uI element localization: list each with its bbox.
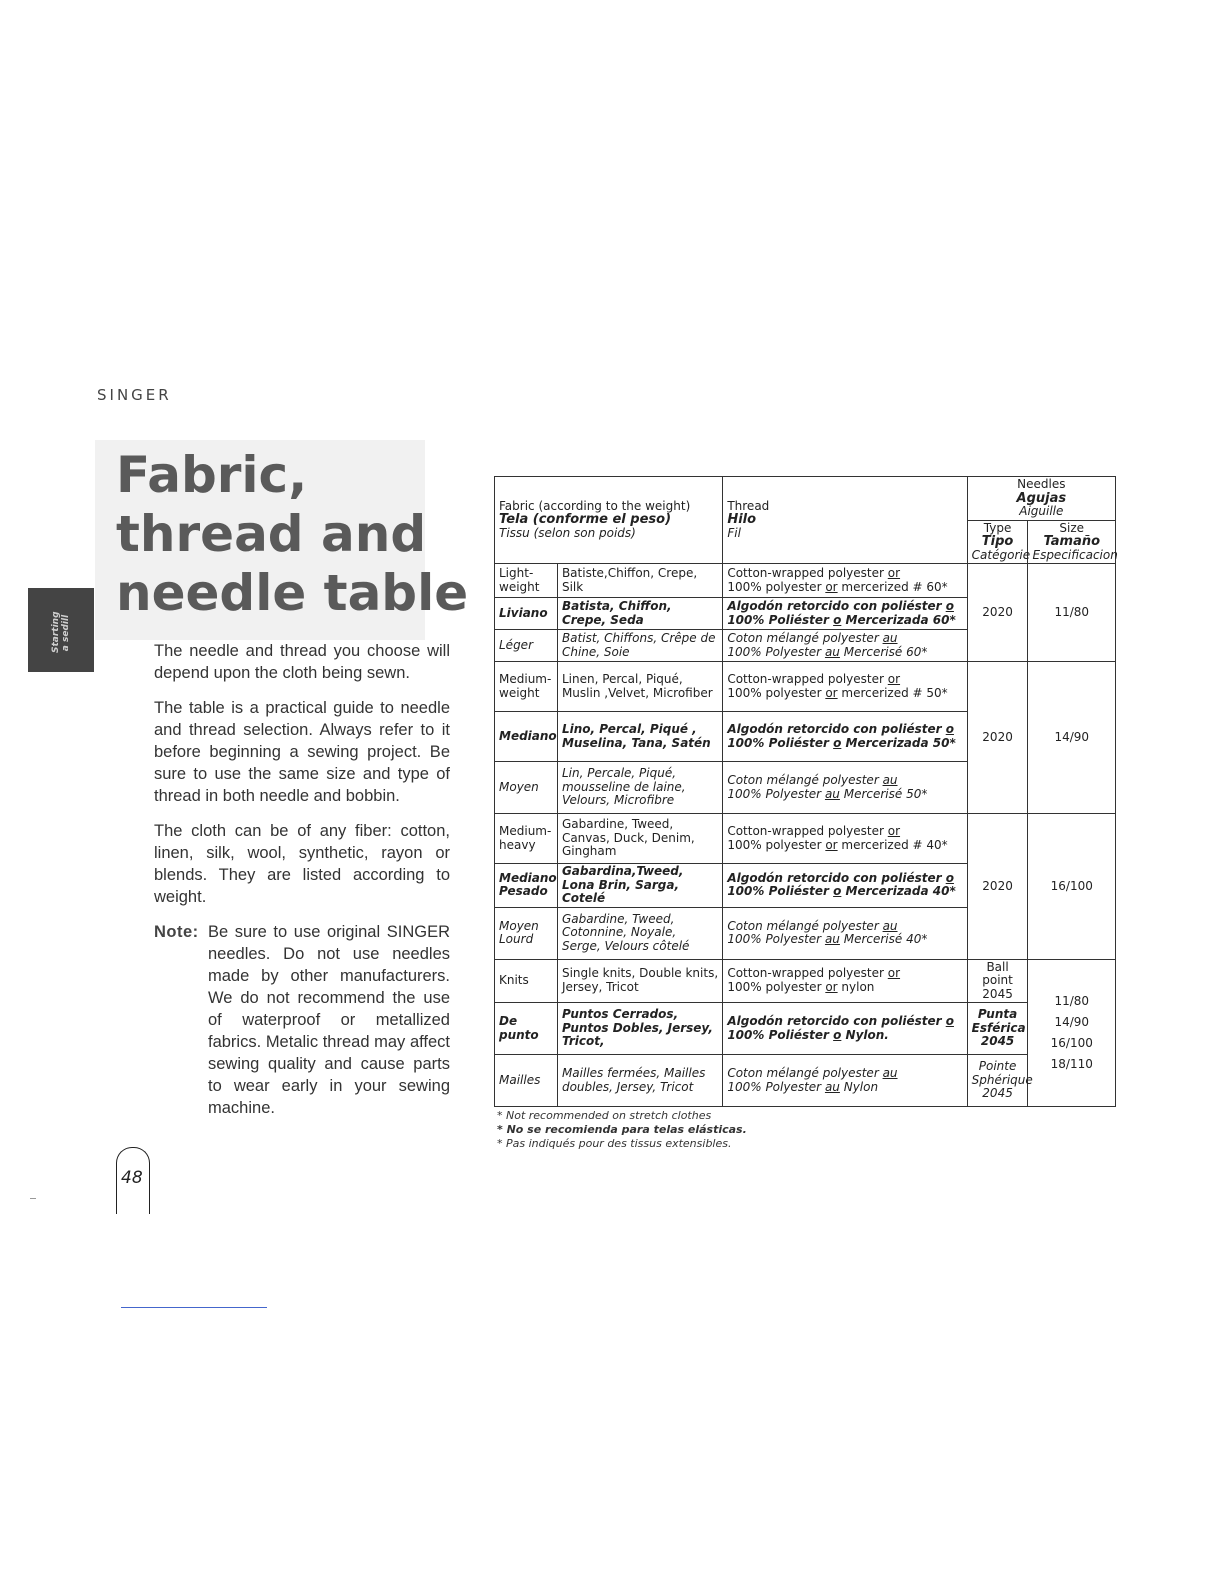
table-row: Knits Single knits, Double knits, Jersey, Tricot Cotton-wrapped polyester or 100% polyester or nylon Ball point 2045 11/80 14/90 16/100 18/110 [495,959,1116,1003]
needle-type: Ball point 2045 [967,959,1028,1003]
table-row: Mailles Mailles fermées, Mailles doubles, Jersey, Tricot Coton mélangé polyester au 100% Polyester au Nylon Pointe Sphérique 2045 [495,1055,1116,1107]
table-row: Moyen Lourd Gabardine, Tweed, Cotonnine, Noyale, Serge, Velours côtelé Coton mélangé polyester au 100% Polyester au Mercerisé 40* [495,907,1116,959]
thread-header: Thread Hilo Fil [723,477,967,564]
footnote: * Not recommended on stretch clothes [497,1109,712,1122]
note [154,921,450,1119]
needle-size: 16/100 [1028,814,1116,960]
paragraph: The cloth can be of any fiber: cotton, linen, silk, wool, synthetic, rayon or blends. They are listed according to weight. [154,822,450,906]
brand-logo: SINGER [97,386,172,404]
table-row: De punto Puntos Cerrados, Puntos Dobles, Jersey, Tricot, Algodón retorcido con poliéster o 100% Poliéster o Nylon. Punta Esférica 2045 [495,1003,1116,1055]
table-row: Medium-heavy Gabardine, Tweed, Canvas, Duck, Denim, Gingham Cotton-wrapped polyester or 100% polyester or mercerized # 40* 2020 16/100 [495,814,1116,864]
needle-size-list: 11/80 14/90 16/100 18/110 [1028,959,1116,1107]
page-number-tab [116,1147,150,1214]
size-header: Size Tamaño Especificacion [1028,520,1116,564]
title-line-3: needle table [116,564,469,622]
needle-size: 11/80 [1028,564,1116,662]
needle-type: Punta Esférica 2045 [967,1003,1028,1055]
footnote: * Pas indiqués pour des tissus extensibles. [497,1137,732,1150]
fabric-thread-needle-table [494,476,1116,1107]
page-title [116,446,468,623]
paragraph: The table is a practical guide to needle and thread selection. Always refer to it before beginning a sewing project. Be sure to use the same size and type of thread in both needle and bobbin. [154,699,450,805]
needle-type: 2020 [967,814,1028,960]
fabric-header: Fabric (according to the weight) Tela (conforme el peso) Tissu (selon son poids) [495,477,723,564]
needle-type: 2020 [967,662,1028,814]
needle-type: Pointe Sphérique 2045 [967,1055,1028,1107]
table-row: Medium-weight Linen, Percal, Piqué, Muslin ,Velvet, Microfiber Cotton-wrapped polyester or 100% polyester or mercerized # 50* 2020 14/90 [495,662,1116,712]
table-row: Liviano Batista, Chiffon, Crepe, Seda Algodón retorcido con poliéster o 100% Poliéster o Mercerizada 60* [495,598,1116,630]
title-line-2: thread and [116,505,427,563]
section-tab-label: Starting a sedill [51,611,71,653]
needles-header: Needles Agujas Aiguille [967,477,1115,521]
margin-mark [30,1198,36,1199]
table-row: Mediano Pesado Gabardina,Tweed, Lona Brin, Sarga, Cotelé Algodón retorcido con poliéster o 100% Poliéster o Mercerizada 40* [495,864,1116,908]
table-row: Léger Batist, Chiffons, Crêpe de Chine, Soie Coton mélangé polyester au 100% Polyester au Mercerisé 60* [495,630,1116,662]
note-label: Note: [154,923,199,941]
table-row: Light-weight Batiste,Chiffon, Crepe, Silk Cotton-wrapped polyester or 100% polyester or mercerized # 60* 2020 11/80 [495,564,1116,598]
table-header-row [495,477,1116,521]
bottom-rule [121,1307,267,1308]
intro-text [154,640,450,1119]
type-header: Type Tipo Catégorie [967,520,1028,564]
page-number: 48 [121,1168,143,1188]
note-text: Be sure to use original SINGER needles. Do not use needles made by other manufacturers. We do not recommend the use of waterproof or metallized fabrics. Metalic thread may affect sewing quality and cause parts to wear early in your sewing machine. [208,923,450,1117]
title-line-1: Fabric, [116,446,308,504]
needle-type: 2020 [967,564,1028,662]
table-row: Moyen Lin, Percale, Piqué, mousseline de laine, Velours, Microfibre Coton mélangé polyester au 100% Polyester au Mercerisé 50* [495,762,1116,814]
footnotes [497,1109,747,1151]
paragraph: The needle and thread you choose will depend upon the cloth being sewn. [154,642,450,682]
needle-size: 14/90 [1028,662,1116,814]
table-row: Mediano Lino, Percal, Piqué , Muselina, Tana, Satén Algodón retorcido con poliéster o 100% Poliéster o Mercerizada 50* [495,712,1116,762]
footnote: * No se recomienda para telas elásticas. [497,1123,747,1136]
